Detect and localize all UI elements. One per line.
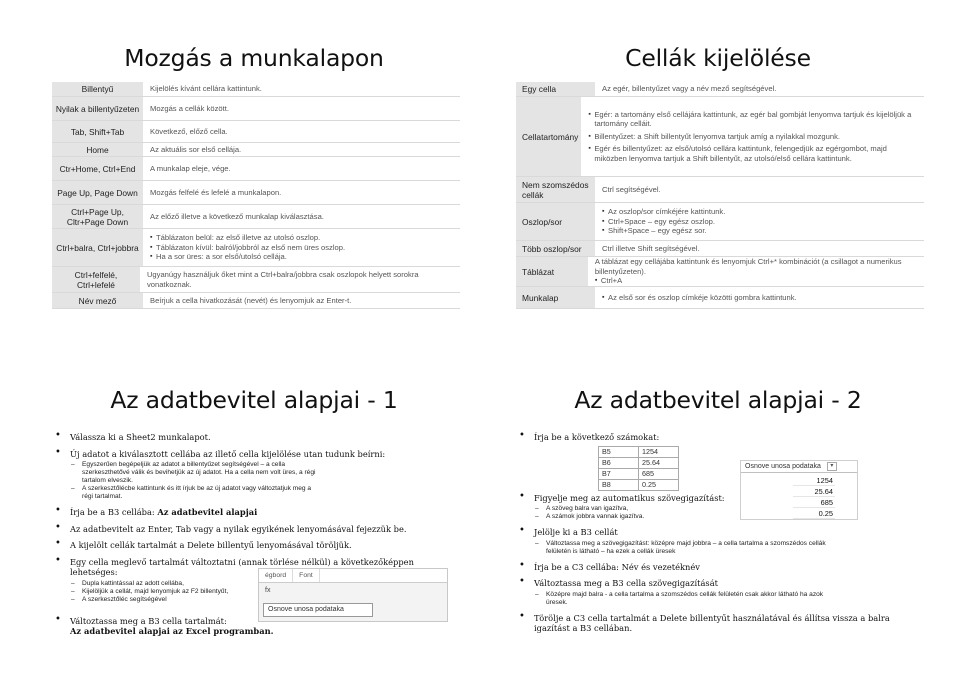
row-desc [596, 206, 731, 237]
excel-cell: 0.25 [793, 508, 835, 519]
bullet-bold: Az adatbevitel alapjai az Excel programban. [70, 626, 274, 636]
list-item: • A kijelölt cellák tartalmát a Delete billentyű lenyomásával töröljük. [52, 540, 460, 551]
bullet-text: Új adatot a kiválasztott cellába az illető cella kijelölése utan tudunk beírni: [70, 448, 386, 459]
slide-title: Mozgás a munkalapon [124, 44, 384, 72]
row-key: Oszlop/sor [516, 203, 596, 240]
ribbon-tab: Font [293, 569, 320, 582]
row-key: Ctrl+felfelé, Ctrl+lefelé [52, 267, 141, 292]
bullet-text: Változtassa meg a B3 cella szövegigazítását [534, 578, 718, 588]
ribbon-tab: égbord [259, 569, 293, 582]
row-key: Home [52, 143, 144, 156]
list-item: ▪ Shift+Space – egy egész sor. [602, 226, 725, 236]
cell-value: 0.25 [639, 480, 679, 491]
row-desc [596, 292, 803, 304]
bullet-text: Egy cella meglevő tartalmát változtatni (annak törlése nélkül) a következőképpen lehetséges: [70, 556, 414, 577]
excel-screenshot [740, 460, 858, 520]
list-item [516, 493, 924, 522]
bullet-text: Figyelje meg az automatikus szövegigazítást: [534, 492, 725, 503]
table-row [599, 469, 679, 480]
formula-bar-screenshot [258, 568, 448, 622]
shortcut-table [52, 82, 460, 309]
table-row [516, 82, 924, 97]
list-item [52, 507, 460, 518]
row-key: Cellatartomány [516, 97, 582, 176]
table-row [52, 121, 460, 143]
list-item: ▪ Egér és billentyűzet: az első/utolsó cellára kattintunk, felengedjük az egérgombot, majd miközben lenyomva tartjuk a Shift billentyűt, az utolsó/első cellára kattintunk. [588, 144, 918, 163]
list-item: • Írja be a következő számokat: [516, 432, 924, 443]
selection-table [516, 82, 924, 309]
row-desc: Ctrl segítségével. [602, 184, 661, 194]
row-desc: Következő, előző cella. [150, 126, 228, 136]
row-key: Táblázat [516, 257, 589, 286]
slide-adatbevitel-2 [512, 372, 924, 672]
cell-value: 685 [639, 469, 679, 480]
row-key: Ctrl+balra, Ctrl+jobbra [52, 229, 144, 266]
list-item: • Válassza ki a Sheet2 munkalapot. [52, 432, 460, 443]
list-item: • Írja be a C3 cellába: Név és vezetéknév [516, 562, 924, 573]
table-row [516, 241, 924, 257]
list-item: ▪ Ctrl+Space – egy egész oszlop. [602, 217, 725, 227]
table-row [516, 177, 924, 203]
table-row [516, 203, 924, 241]
table-row [599, 458, 679, 469]
sub-item: – A szerkesztőléc segítségével [70, 596, 270, 604]
row-key: Ctrl+Page Up, Cltr+Page Down [52, 205, 144, 228]
list-item: ▪ Az oszlop/sor címkéjére kattintunk. [602, 207, 725, 217]
slide-mozgas [48, 36, 460, 326]
excel-cell: 685 [793, 497, 835, 508]
list-item: ▪ Táblázaton kívül: balról/jobbról az első nem üres oszlop. [150, 243, 345, 253]
table-row [516, 287, 924, 309]
list-item: ▪ Az első sor és oszlop címkéje közötti gombra kattintunk. [602, 293, 797, 303]
table-row [52, 157, 460, 181]
table-row [516, 257, 924, 287]
list-item [516, 578, 924, 607]
excel-header-text: Osnove unosa podataka [745, 463, 821, 470]
row-desc: Ctrl illetve Shift segítségével. [602, 243, 700, 253]
table-row [52, 181, 460, 205]
formula-box: Osnove unosa podataka [263, 603, 373, 617]
cell-ref: B6 [599, 458, 639, 469]
sub-item: – A számok jobbra vannak igazítva. [534, 513, 924, 521]
table-row [52, 205, 460, 229]
row-desc: Ugyanúgy használjuk őket mint a Ctrl+balra/jobbra csak oszlopok helyett sorokra vonatkoznak. [146, 270, 419, 289]
row-key: Ctr+Home, Ctrl+End [52, 157, 144, 180]
sub-item: – Dupla kattintással az adott cellába, [70, 580, 270, 588]
sub-item: – Középre majd balra - a cella tartalma a szomszédos cellák felületén csak akkor látható ha azok üresek. [534, 591, 834, 607]
sub-item: – Változtassa meg a szövegigazítást: középre majd jobbra – a cella tartalma a szomszédos cellák felületén is látható – ha ezek a cellák üresek [534, 540, 834, 556]
bullet-bold: Az adatbevitel alapjai [157, 507, 258, 517]
bullet-list [516, 432, 924, 640]
row-desc [582, 109, 924, 165]
table-row [52, 82, 460, 97]
excel-header [741, 461, 857, 473]
row-key: Billentyű [52, 82, 144, 96]
list-item: • Törölje a C3 cella tartalmát a Delete billentyűt használatával és állítsa vissza a balra igazítást a B3 cellában. [516, 613, 924, 634]
row-desc: Az aktuális sor első cellája. [150, 144, 242, 154]
excel-cell: 1254 [793, 475, 835, 486]
cell-ref: B8 [599, 480, 639, 491]
excel-cell: 25.64 [793, 486, 835, 497]
list-item: ▪ Ctrl+A [595, 276, 918, 286]
slide-adatbevitel-1 [48, 372, 460, 672]
bullet-text: Változtassa meg a B3 cella tartalmát: [70, 615, 227, 626]
sub-item: – A szerkesztőlécbe kattintunk és itt írjuk be az új adatot vagy változtatjuk meg a régi tartalmat. [70, 485, 320, 501]
bullet-text: Írja be a B3 cellába: [70, 507, 155, 517]
table-row [52, 267, 460, 293]
slide-title: Az adatbevitel alapjai - 1 [110, 386, 398, 414]
row-key: Több oszlop/sor [516, 241, 596, 256]
row-desc: Mozgás a cellák között. [150, 103, 229, 113]
slide-title: Cellák kijelölése [625, 44, 811, 72]
row-desc: A munkalap eleje, vége. [150, 163, 231, 173]
list-item: ▪ Billentyűzet: a Shift billentyűt lenyomva tartjuk amíg a nyilakkal mozgunk. [588, 132, 918, 142]
chevron-down-icon: ▾ [827, 462, 837, 471]
row-key: Név mező [52, 293, 144, 308]
row-key: Nem szomszédos cellák [516, 177, 596, 202]
number-table [598, 446, 679, 491]
table-row [52, 97, 460, 121]
list-item [516, 527, 924, 556]
list-item: ▪ Egér: a tartomány első cellájára kattintunk, az egér bal gombját lenyomva tartjuk és kijelöljük a tartomány celláit. [588, 110, 918, 129]
list-item: ▪ Ha a sor üres: a sor első/utolsó cellája. [150, 252, 345, 262]
table-row [516, 97, 924, 177]
cell-value: 25.64 [639, 458, 679, 469]
row-key: Page Up, Page Down [52, 181, 144, 204]
cell-ref: B5 [599, 447, 639, 458]
row-desc: Az egér, billentyűzet vagy a név mező segítségével. [602, 84, 777, 94]
table-row [52, 229, 460, 267]
slide-cellak [512, 36, 924, 326]
row-desc: Az előző illetve a következő munkalap kiválasztása. [150, 211, 324, 221]
bullet-text: Jelölje ki a B3 cellát [534, 527, 618, 537]
sub-item: – Kijelöljük a cellát, majd lenyomjuk az F2 billentyűt, [70, 588, 270, 596]
row-desc: Beírjuk a cella hivatkozását (nevét) és lenyomjuk az Enter-t. [150, 295, 352, 305]
table-row [52, 143, 460, 157]
table-row [52, 293, 460, 309]
list-item [52, 449, 460, 502]
row-key: Nyilak a billentyűzeten [52, 97, 144, 120]
list-item: ▪ Táblázaton belül: az első illetve az utolsó oszlop. [150, 233, 345, 243]
row-desc [589, 256, 924, 287]
row-desc: Kijelölés kívánt cellára kattintunk. [150, 84, 262, 94]
sub-item: – Egyszerűen begépeljük az adatot a billentyűzet segítségével – a cella szerkeszthetővé válik és bevihetjük az új adatot. Ha a cella nem volt üres, a régi tartalom elveszik. [70, 461, 320, 485]
cell-ref: B7 [599, 469, 639, 480]
row-key: Munkalap [516, 287, 596, 308]
table-row [599, 447, 679, 458]
row-desc: Mozgás felfelé és lefelé a munkalapon. [150, 187, 282, 197]
list-item: • Az adatbevitelt az Enter, Tab vagy a nyilak egyikének lenyomásával fejezzük be. [52, 524, 460, 535]
row-key: Tab, Shift+Tab [52, 121, 144, 142]
row-text: A táblázat egy cellájába kattintunk és lenyomjuk Ctrl+* kombinációt (a csillagot a numerikus billentyűzeten). [594, 257, 902, 276]
table-row [599, 480, 679, 491]
row-desc [144, 232, 351, 263]
row-key: Egy cella [516, 82, 596, 96]
sub-item: – A szöveg balra van igazítva, [534, 505, 924, 513]
cell-value: 1254 [639, 447, 679, 458]
slide-title: Az adatbevitel alapjai - 2 [574, 386, 862, 414]
fx-icon: fx [265, 587, 271, 594]
